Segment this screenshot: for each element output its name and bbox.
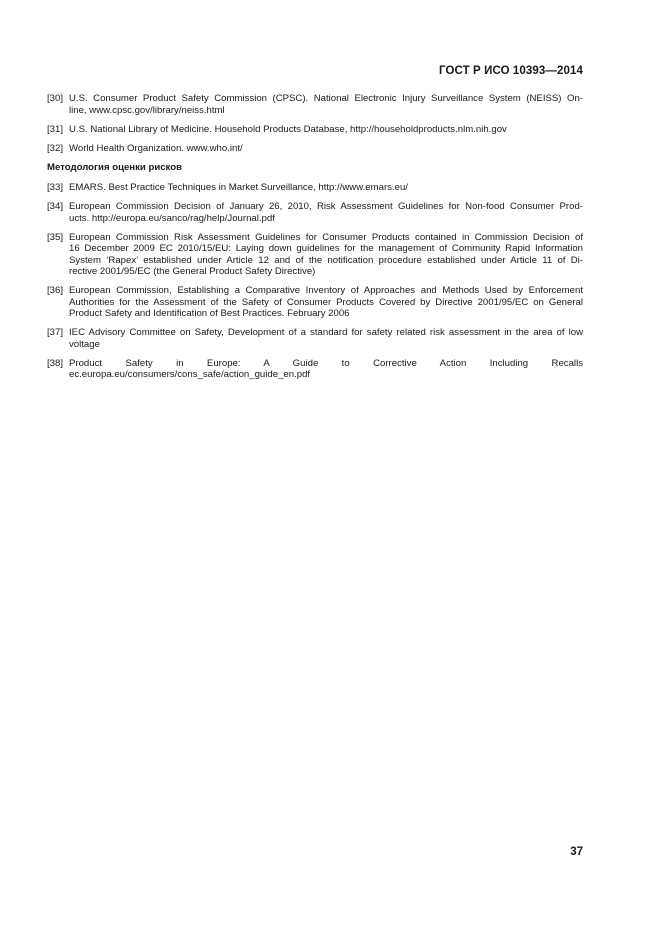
reference-line: 16 December 2009 EC 2010/15/EU: Laying down guidelines for the management of Community Rapid Information — [69, 243, 583, 254]
reference-line: EMARS. Best Practice Techniques in Market Surveillance, http://www.emars.eu/ — [69, 182, 408, 193]
reference-item — [47, 182, 583, 194]
reference-line: ucts. http://europa.eu/sanco/rag/help/Journal.pdf — [69, 212, 275, 224]
reference-number: [36] — [47, 285, 64, 296]
reference-number: [34] — [47, 201, 64, 212]
reference-line: U.S. National Library of Medicine. Household Products Database, http://householdproducts.nlm.nih.gov — [69, 123, 507, 135]
reference-line: line, www.cpsc.gov/library/neiss.html — [69, 104, 225, 116]
reference-line: World Health Organization. www.who.int/ — [69, 142, 243, 154]
reference-item — [47, 93, 583, 116]
reference-line: IEC Advisory Committee on Safety, Development of a standard for safety related risk assessment in the area of low — [69, 327, 583, 338]
section-heading: Методология оценки рисков — [47, 161, 182, 173]
reference-text — [69, 232, 583, 278]
reference-number: [35] — [47, 231, 64, 243]
reference-number: [31] — [47, 123, 64, 135]
reference-line: Authorities for the Assessment of the Safety of Consumer Products Covered by Directive 2001/95/EC on General — [69, 296, 583, 308]
reference-item — [47, 124, 583, 136]
reference-text — [69, 93, 583, 116]
reference-item — [47, 327, 583, 350]
reference-line: System ‘Rapex’ established under Article 12 and of the notification procedure established under Article 11 of Di- — [69, 254, 583, 266]
reference-text — [69, 285, 583, 320]
bibliography — [47, 93, 583, 388]
reference-item — [47, 285, 583, 320]
reference-text — [69, 358, 583, 381]
reference-text — [69, 182, 583, 194]
reference-line: voltage — [69, 338, 100, 350]
reference-text — [69, 327, 583, 350]
reference-item — [47, 232, 583, 278]
reference-line: Product Safety in Europe: A Guide to Corrective Action Including Recalls — [69, 357, 583, 369]
reference-text — [69, 124, 583, 136]
reference-line: rective 2001/95/EC (the General Product Safety Directive) — [69, 266, 316, 277]
reference-list-risk-methodology — [47, 182, 583, 381]
reference-line: U.S. Consumer Product Safety Commission (CPSC). National Electronic Injury Surveillance System (NEISS) On- — [69, 93, 583, 104]
reference-number: [33] — [47, 182, 64, 193]
reference-list-general — [47, 93, 583, 154]
reference-number: [30] — [47, 93, 64, 104]
reference-number: [38] — [47, 357, 64, 369]
reference-line: Product Safety and Identification of Best Practices. February 2006 — [69, 308, 350, 319]
reference-item — [47, 358, 583, 381]
page-number: 37 — [570, 846, 583, 858]
reference-text — [69, 143, 583, 155]
reference-line: European Commission, Establishing a Comparative Inventory of Approaches and Methods Used by Enforcement — [69, 285, 583, 296]
reference-text — [69, 201, 583, 224]
reference-line: European Commission Decision of January 26, 2010, Risk Assessment Guidelines for Non-food Consumer Prod- — [69, 201, 583, 212]
reference-number: [32] — [47, 142, 64, 154]
reference-item — [47, 143, 583, 155]
reference-number: [37] — [47, 327, 64, 338]
reference-item — [47, 201, 583, 224]
reference-line: European Commission Risk Assessment Guidelines for Consumer Products contained in Commission Decision of — [69, 231, 583, 243]
document-code-header: ГОСТ Р ИСО 10393—2014 — [438, 65, 583, 77]
reference-line: ec.europa.eu/consumers/cons_safe/action_guide_en.pdf — [69, 369, 311, 380]
